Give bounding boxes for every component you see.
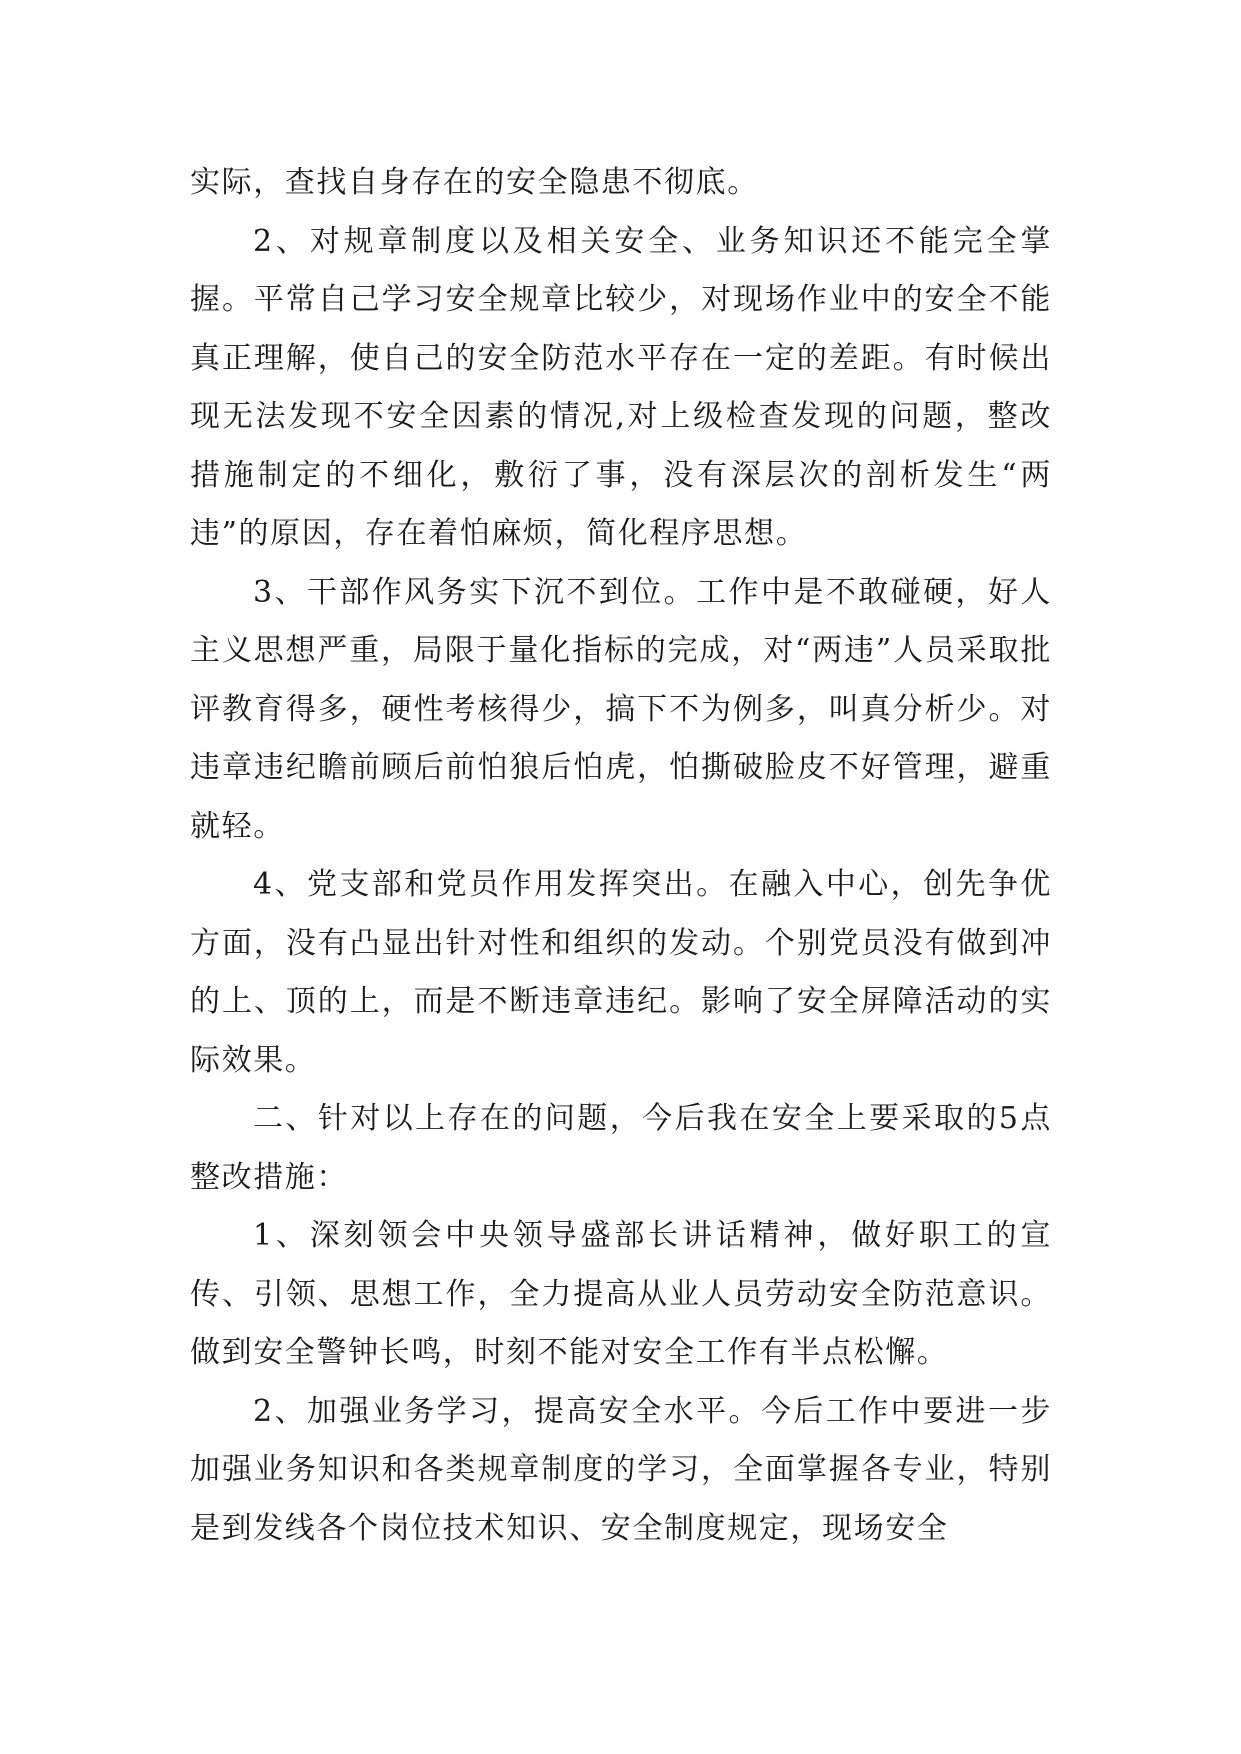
paragraph-2: 2、对规章制度以及相关安全、业务知识还不能完全掌握。平常自己学习安全规章比较少，对现场作业中的安全不能真正理解，使自己的安全防范水平存在一定的差距。有时候出现无法发现不安全因素的情况,对上级检查发现的问题，整改措施制定的不细化，敷衍了事，没有深层次的剖析发生“两违”的原因，存在着怕麻烦，简化程序思想。: [190, 223, 1052, 551]
document-body: [190, 154, 1052, 1558]
paragraph-1: 实际，查找自身存在的安全隐患不彻底。: [190, 165, 759, 200]
paragraph-3: 3、干部作风务实下沉不到位。工作中是不敢碰硬，好人主义思想严重，局限于量化指标的完成，对“两违”人员采取批评教育得多，硬性考核得少，搞下不为例多，叫真分析少。对违章违纪瞻前顾后前怕狼后怕虎，怕撕破脸皮不好管理，避重就轻。: [190, 574, 1052, 844]
paragraph-5: 二、针对以上存在的问题，今后我在安全上要采取的5点整改措施：: [190, 1101, 1052, 1195]
paragraph-7: 2、加强业务学习，提高安全水平。今后工作中要进一步加强业务知识和各类规章制度的学习，全面掌握各专业，特别是到发线各个岗位技术知识、安全制度规定，现场安全: [190, 1393, 1052, 1546]
paragraph-4: 4、党支部和党员作用发挥突出。在融入中心，创先争优方面，没有凸显出针对性和组织的发动。个别党员没有做到冲的上、顶的上，而是不断违章违纪。影响了安全屏障活动的实际效果。: [190, 867, 1052, 1078]
paragraph-6: 1、深刻领会中央领导盛部长讲话精神，做好职工的宣传、引领、思想工作，全力提高从业人员劳动安全防范意识。做到安全警钟长鸣，时刻不能对安全工作有半点松懈。: [190, 1218, 1052, 1370]
